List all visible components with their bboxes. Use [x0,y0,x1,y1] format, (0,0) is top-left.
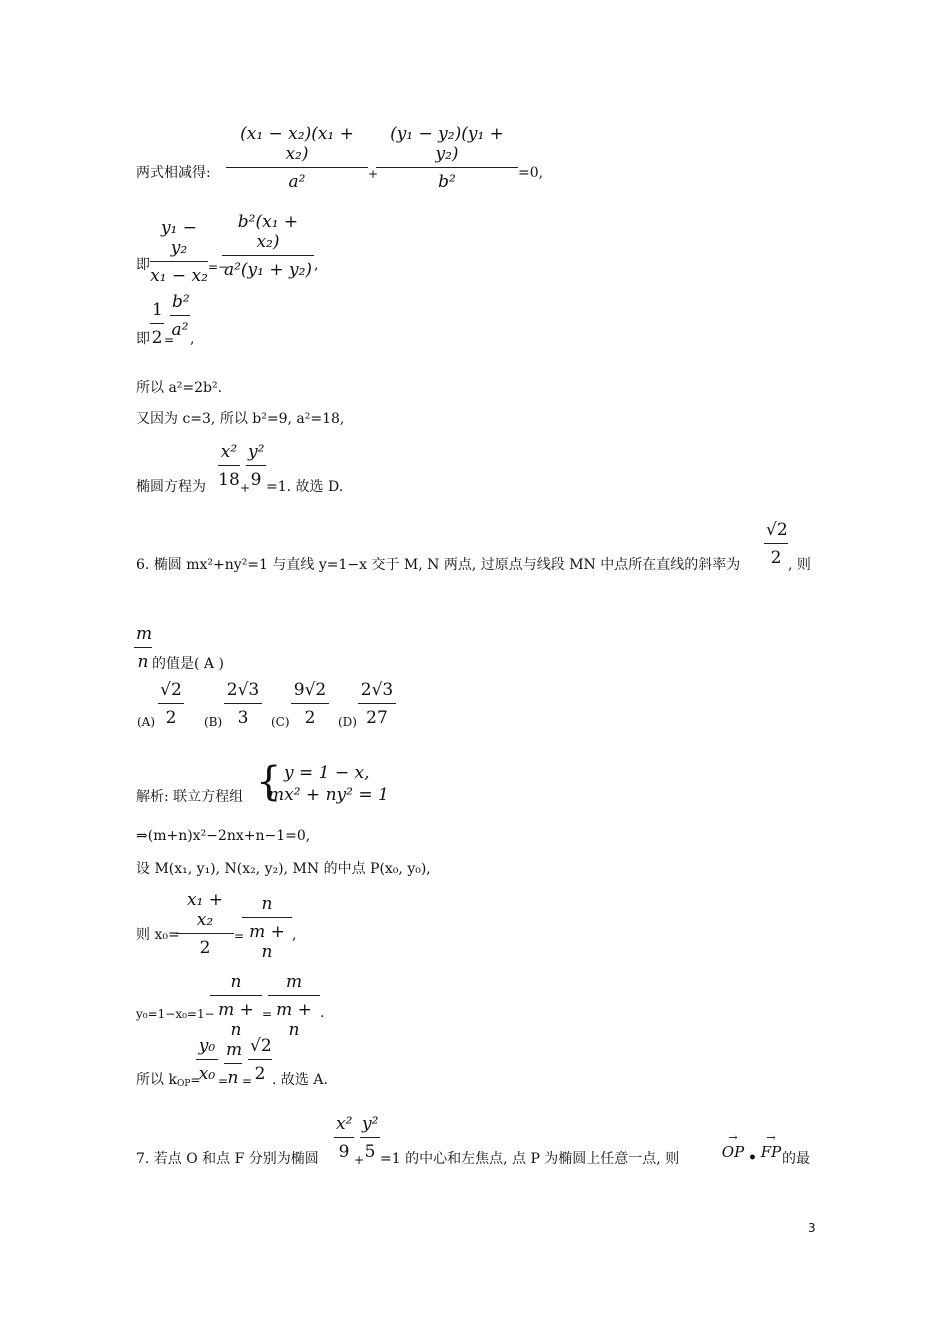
fraction-slope [150,218,208,286]
plus-sign: + [354,1153,365,1167]
fraction-n-over-mn [210,972,262,1040]
fraction-denominator: 2 [304,708,316,728]
option-c-value [291,680,329,728]
fraction-numerator: m [136,624,153,644]
dot-product: • [748,1150,757,1166]
fraction-slope-value [764,520,788,568]
fraction-denominator: 2 [151,328,163,348]
fraction-y2-9 [246,442,266,490]
fraction-numerator: n [230,972,242,992]
fraction-m-over-mn [268,972,320,1040]
fraction-x2-9 [334,1114,354,1162]
question-6-stem: 6. 椭圆 mx²+ny²=1 与直线 y=1−x 交于 M, N 两点, 过原点与线段 MN 中点所在直线的斜率为 [136,557,741,573]
text-namely: 即 [136,331,150,347]
fraction-denominator: 27 [366,708,388,728]
fraction-denominator: a² [171,320,189,340]
fraction-denominator: 3 [237,708,249,728]
fraction-m-over-n [224,1040,242,1088]
fraction-numerator: √2 [160,680,182,700]
fraction-numerator: x₁ + x₂ [186,890,224,930]
fraction-denominator: 2 [254,1064,266,1084]
fraction-denominator: a² [288,172,306,192]
text-choose-d: =1. 故选 D. [266,479,344,495]
vector-label: OP [721,1143,745,1161]
text-ellipse-equation: 椭圆方程为 [136,479,206,495]
option-d-value [358,680,396,728]
fraction-denominator: 5 [364,1142,376,1162]
fraction-x-midpoint [176,890,234,958]
equals: = [262,1007,273,1021]
fraction-denominator: m + n [218,1000,254,1040]
option-c-label: (C) [271,715,290,729]
fraction-numerator: 2√3 [226,680,260,700]
fraction-numerator: √2 [250,1036,272,1056]
fraction-numerator: x² [336,1114,353,1134]
fraction-denominator: 2 [165,708,177,728]
fraction-denominator: 2 [199,938,211,958]
fraction-numerator: n [261,894,273,914]
solution-slope-text [136,1073,200,1089]
fraction-one-half [150,300,164,348]
equals-minus: =− [208,260,229,274]
fraction-x2-18 [218,442,240,490]
fraction-denominator: x₀ [198,1064,216,1084]
fraction-y-terms [376,124,518,192]
fraction-sqrt2-2 [248,1036,272,1084]
fraction-numerator: 2√3 [360,680,394,700]
fraction-denominator: 2 [770,548,782,568]
fraction-denominator: n [227,1068,239,1088]
vector-fp [760,1132,782,1161]
fraction-numerator: 9√2 [293,680,327,700]
fraction-denominator: n [137,652,149,672]
option-b-value [224,680,262,728]
fraction-denominator: a²(y₁ + y₂) [223,260,313,280]
comma: , [292,927,297,943]
fraction-n-over-mn [242,894,292,962]
option-d-label: (D) [338,715,357,729]
solution-quadratic: ⇒(m+n)x²−2nx+n−1=0, [136,828,311,844]
vector-arrow: → [728,1131,738,1144]
system-equation-2: mx² + ny² = 1 [268,785,389,805]
fraction-numerator: m [285,972,303,992]
comma: , [314,257,319,273]
text-choose-a: . 故选 A. [272,1072,328,1088]
fraction-numerator: m [226,1040,243,1060]
vector-label: FP [760,1143,782,1161]
solution-y0-text: y₀=1−x₀=1− [136,1007,215,1021]
option-b-label: (B) [204,715,223,729]
question-7-middle: =1 的中心和左焦点, 点 P 为椭圆上任意一点, 则 [380,1151,680,1167]
fraction-numerator: b² [172,292,190,312]
equals: = [218,1074,229,1088]
vector-arrow: → [766,1131,776,1144]
equals: = [242,1074,253,1088]
equals: = [164,333,175,347]
fraction-denominator: 9 [338,1142,350,1162]
fraction-denominator: b² [438,172,456,192]
fraction-numerator: b²(x₁ + x₂) [237,212,299,252]
vector-op [720,1132,746,1161]
fraction-numerator: x² [220,442,238,462]
page-number: 3 [808,1221,816,1235]
question-7-stem: 7. 若点 O 和点 F 分别为椭圆 [136,1151,319,1167]
fraction-b2-a2 [170,292,190,340]
fraction-numerator: 1 [152,300,163,320]
text-c-equals-3: 又因为 c=3, 所以 b²=9, a²=18, [136,411,345,427]
fraction-y2-5 [360,1114,380,1162]
text-namely: 即 [136,257,150,273]
fraction-b-over-a [222,212,314,280]
fraction-numerator: (x₁ − x₂)(x₁ + x₂) [240,124,354,164]
fraction-denominator: m + n [276,1000,312,1040]
fraction-numerator: (y₁ − y₂)(y₁ + y₂) [390,124,504,164]
equals: = [190,1073,201,1087]
period: . [320,1005,325,1021]
fraction-denominator: x₁ − x₂ [150,266,208,286]
solution-x0-text: 则 x₀= [136,927,180,943]
fraction-denominator: 18 [218,470,240,490]
text-then: , 则 [788,557,811,573]
question-7-tail: 的最 [782,1151,810,1167]
plus-sign: + [368,167,379,181]
slope-subscript: OP [176,1079,191,1089]
fraction-denominator: 9 [250,470,262,490]
option-a-value [158,680,184,728]
text-subtract-equations: 两式相减得: [136,165,211,181]
plus-sign: + [240,481,251,495]
fraction-numerator: y₀ [198,1036,216,1056]
equals: = [234,929,245,943]
fraction-y0-x0 [196,1036,218,1084]
option-a-label: (A) [137,715,156,729]
fraction-numerator: y² [362,1114,379,1134]
fraction-numerator: √2 [766,520,788,540]
solution-midpoint-def: 设 M(x₁, y₁), N(x₂, y₂), MN 的中点 P(x₀, y₀), [136,861,431,877]
slope-k-text: 所以 k [136,1072,177,1088]
comma: , [190,331,195,347]
equals-zero: =0, [518,165,544,181]
text-a2-equals-2b2: 所以 a²=2b². [136,380,223,396]
fraction-numerator: y² [248,442,265,462]
fraction-m-over-n [134,624,152,672]
system-equation-1: y = 1 − x, [284,763,370,783]
fraction-denominator: m + n [249,922,285,962]
system-brace: { [256,759,282,805]
fraction-x-terms [226,124,368,192]
question-6-ask: 的值是( A ) [152,656,224,672]
solution-intro: 解析: 联立方程组 [136,789,244,805]
fraction-numerator: y₁ − y₂ [160,218,198,258]
